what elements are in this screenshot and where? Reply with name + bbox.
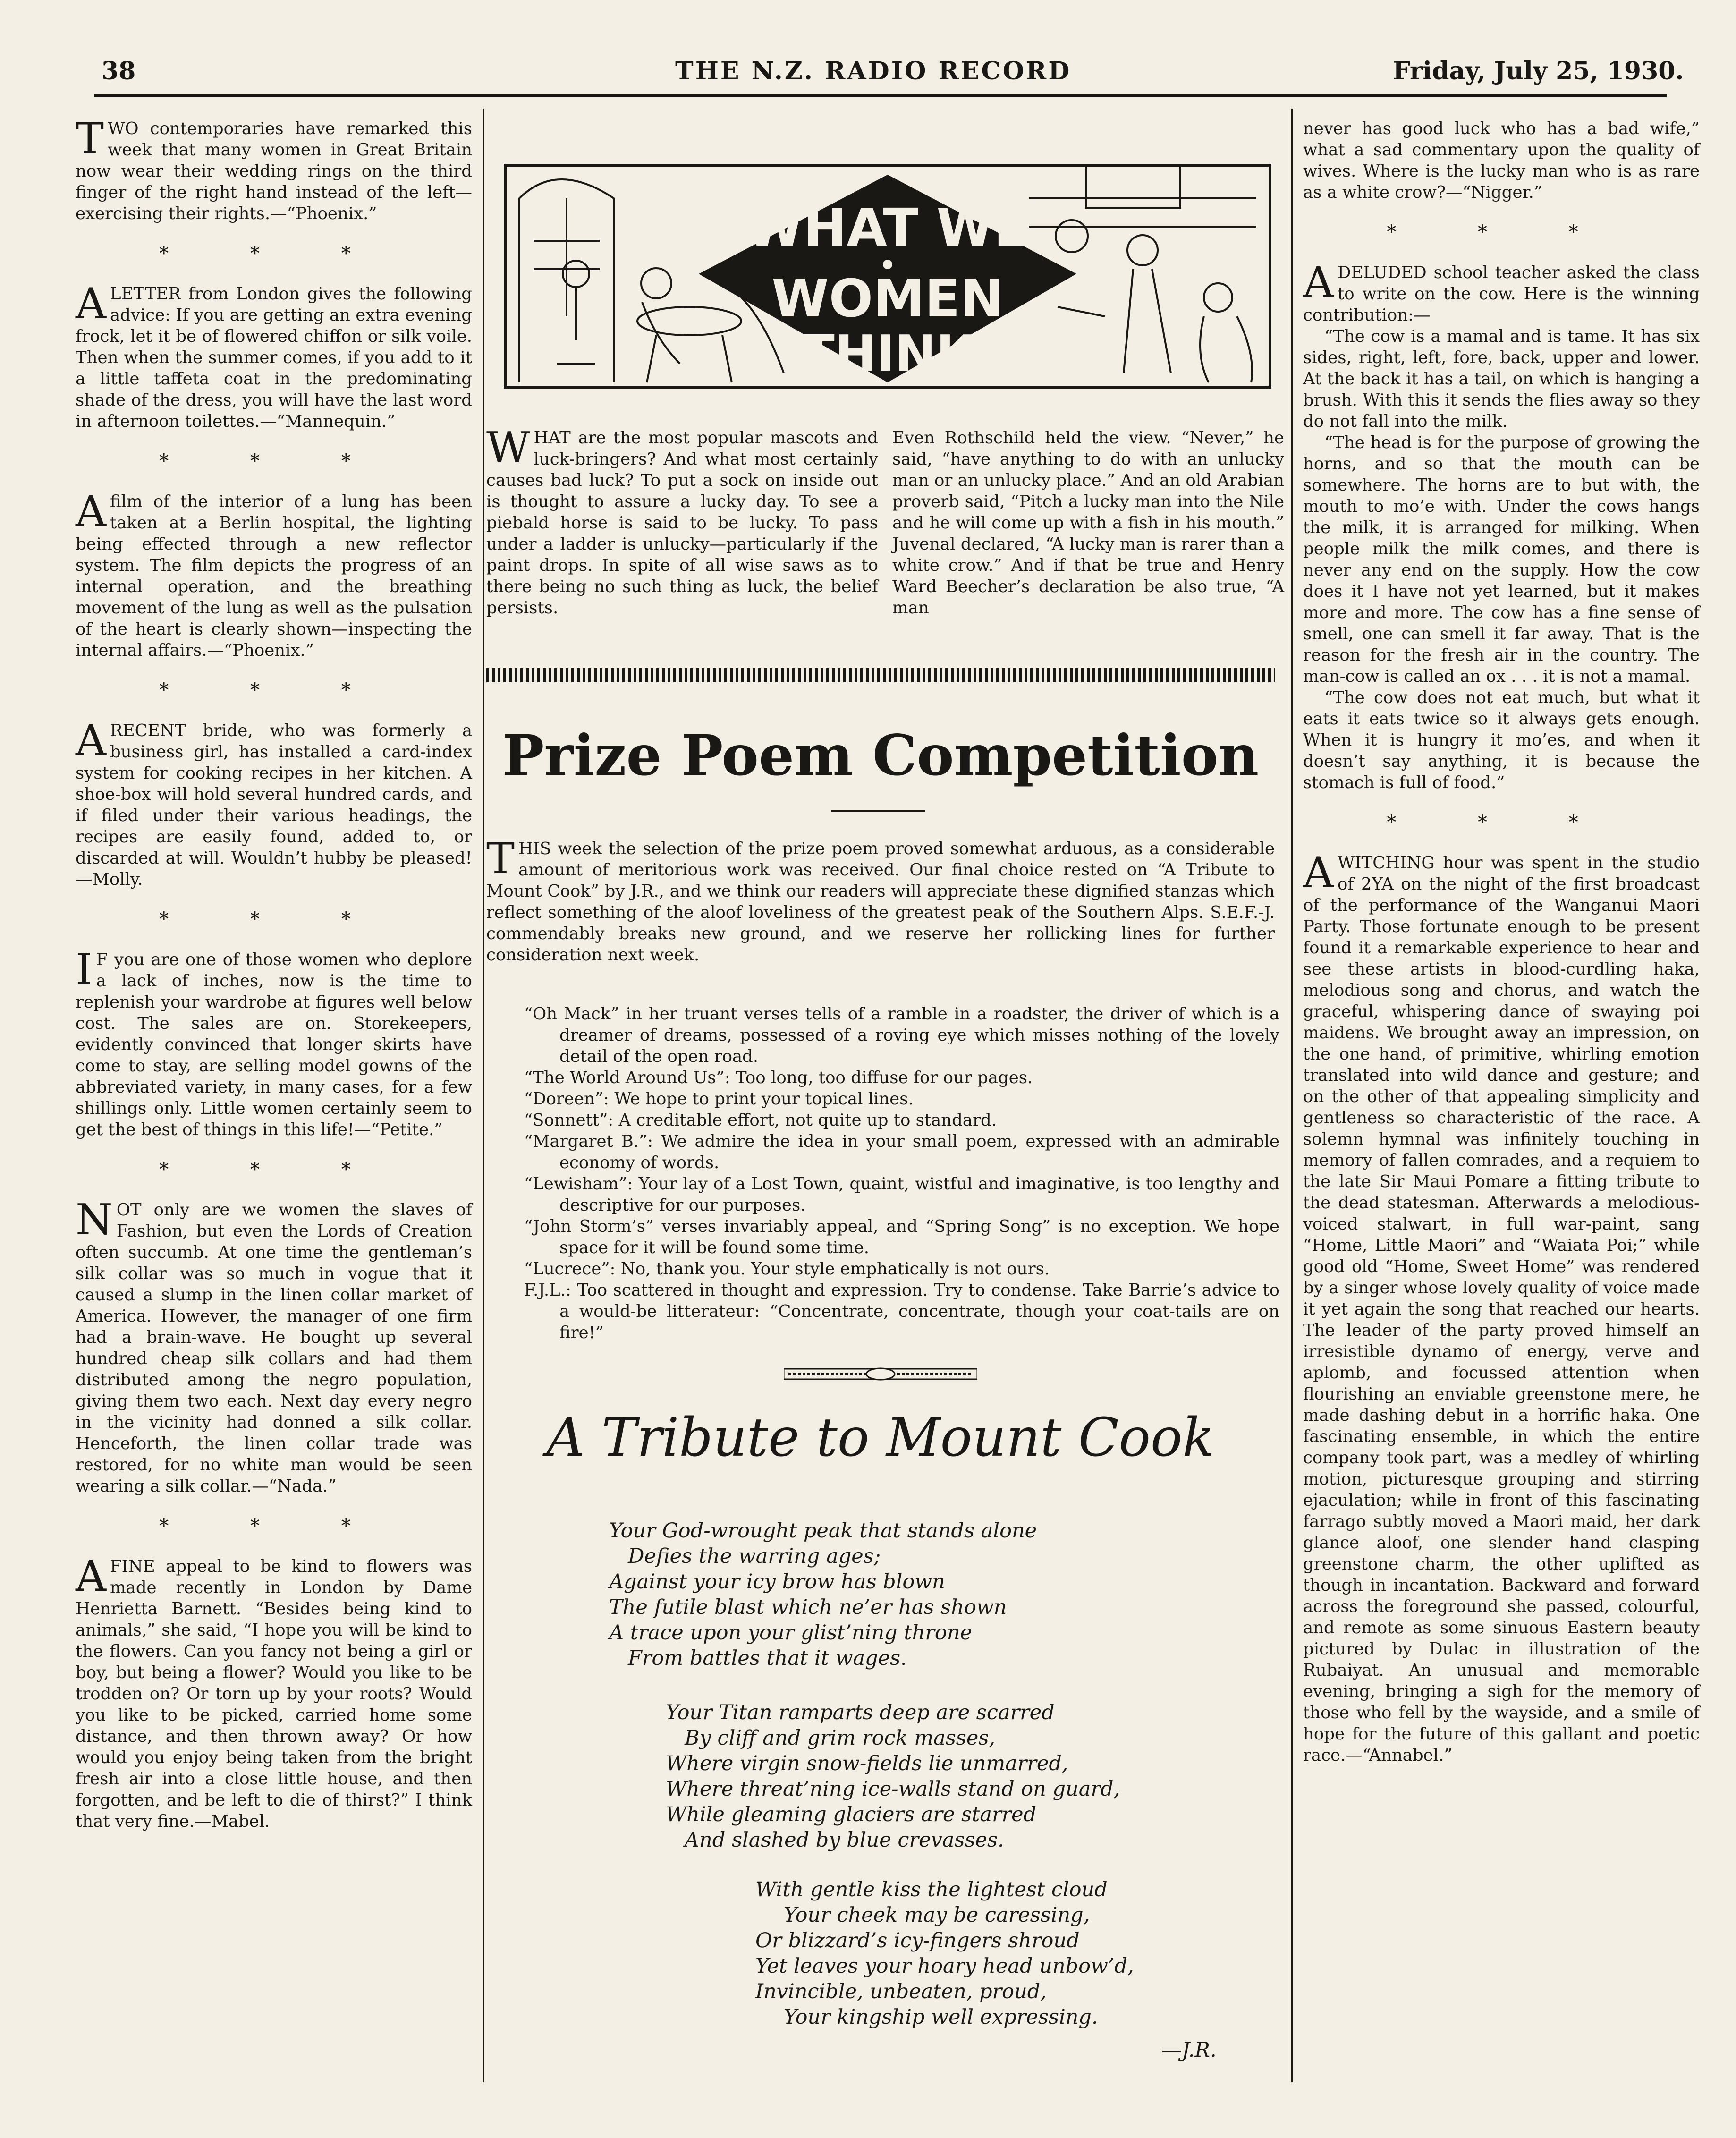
title-underline	[831, 810, 925, 812]
separator: * * *	[159, 450, 389, 472]
left-column	[76, 114, 472, 1832]
competition-title: Prize Poem Competition	[502, 722, 1259, 788]
verdict-item: “Sonnett”: A creditable effort, not quite up to standard.	[524, 1111, 997, 1130]
cow-essay-paragraph: “The cow does not eat much, but what it eats it eats twice so it always gets enough. When it is hungry it mo’es, and when it doesn’t say anything, it is because the stomach is full of food.”	[1303, 688, 1700, 792]
verdict-item: “Lucrece”: No, thank you. Your style emphatically is not ours.	[524, 1259, 1050, 1279]
verdict-item: F.J.L.: Too scattered in thought and expression. Try to condense. Take Barrie’s advice to a would-be litterateur: “Concentrate, concentrate, though your coat-tails are on fire!”	[524, 1281, 1279, 1342]
separator: * * *	[159, 243, 389, 264]
verdict-item: “Margaret B.”: We admire the idea in your small poem, expressed with an admirable economy of words.	[524, 1132, 1279, 1172]
maori-party-item: AWITCHING hour was spent in the studio of 2YA on the night of the first broadcast of the performance of the Wanganui Maori Party. Those fortunate enough to be present found it a remarkable experience to hear and see these artists in blood-curdling haka, melodious song and chorus, and watch the graceful, whispering dance of swaying poi maidens. We brought away an impression, on the one hand, of primitive, whirling emotion translated into wild dance and gesture; and on the other of that appealing simplicity and gentleness so characteristic of the race. A solemn hymnal was infinitely touching in memory of fallen comrades, and a requiem to the late Sir Maui Pomare a fitting tribute to the dead statesman. Afterwards a melodious-voiced stalwart, in full war-paint, sang “Home, Little Maori” and “Waiata Poi;” while good old “Home, Sweet Home” was rendered by a singer whose lovely quality of voice made it yet again the song that reached our hearts. The leader of the party proved himself an irresistible dynamo of energy, verve and aplomb, and focussed attention when flourishing an enviable greenstone mere, he made dashing debut in a horrific haka. One fascinating ensemble, in which the entire company took part, was a medley of whirling motion, picturesque grouping and stirring ejaculation; while in front of this fascinating farrago subtly moved a Maori maid, her dark glance aloof, one slender hand clasping greenstone charm, the other uplifted as though in incantation. Backward and forward across the foreground she passed, colourful, and remote as some sinuous Eastern beauty pictured by Dulac in illustration of the Rubaiyat. An unusual and memorable evening, bringing a sigh for the memory of those who fell by the wayside, and a smile of hope for the future of this gallant and poetic race.—“Annabel.”	[1303, 848, 1700, 1765]
banner-line-1: WHAT WE	[746, 197, 1029, 258]
banner-line-2: WOMEN	[771, 268, 1004, 329]
banner-illustration	[500, 118, 1275, 392]
mascots-column-2: Even Rothschild held the view. “Never,” he said, “have anything to do with an unlucky man or an unlucky place.” And an old Arabian proverb said, “Pitch a lucky man into the Nile and he will come up with a fish in his mouth.” Juvenal declared, “A lucky man is rarer than a white crow.” And if that be true and Henry Ward Beecher’s declaration be also true, “A man	[892, 428, 1284, 618]
separator: * * *	[1387, 812, 1616, 833]
verdict-item: “John Storm’s” verses invariably appeal, and “Spring Song” is no exception. We hope space for it will be found some time.	[524, 1217, 1279, 1257]
cow-essay-paragraph: “The cow is a mamal and is tame. It has six sides, right, left, fore, back, upper and lower. At the back it has a tail, on which is hanging a brush. With this it sends the flies away so they do not fall into the milk.	[1303, 327, 1700, 431]
banner-artwork	[500, 118, 1275, 392]
verdict-item: “Lewisham”: Your lay of a Lost Town, quaint, wistful and imaginative, is too lengthy and descriptive for our purposes.	[524, 1174, 1279, 1215]
verdict-item: “The World Around Us”: Too long, too diffuse for our pages.	[524, 1068, 1033, 1087]
competition-verdicts	[524, 1003, 1279, 1343]
publication-title: THE N.Z. RADIO RECORD	[675, 57, 1072, 85]
verdict-item: “Oh Mack” in her truant verses tells of a ramble in a roadster, the driver of which is a dreamer of dreams, possessed of a roving eye which misses nothing of the lovely detail of the open road.	[524, 1004, 1279, 1066]
ornament	[784, 1367, 977, 1381]
news-item: NOT only are we women the slaves of Fashion, but even the Lords of Creation often succumb. At one time the gentleman’s silk collar was so much in vogue that it caused a slump in the linen collar market of America. However, the manager of one firm had a brain-wave. He bought up several hundred cheap silk collars and had them distributed among the negro population, giving them two each. Next day every negro in the vicinity had donned a silk collar. Henceforth, the linen collar trade was restored, for no white man would be seen wearing a silk collar.—“Nada.”	[76, 1195, 472, 1496]
news-item: TWO contemporaries have remarked this week that many women in Great Britain now wear their wedding rings on the third finger of the right hand instead of the left—exercising their rights.—“Phoenix.”	[76, 114, 472, 223]
news-item: AFINE appeal to be kind to flowers was made recently in London by Dame Henrietta Barnett. “Besides being kind to animals,” she said, “I hope you will be kind to the flowers. Can you fancy not being a girl or boy, but being a flower? Would you like to be trodden on? Or torn up by your roots? Would you like to be picked, carried home some distance, and then thrown away? Or how would you enjoy being taken from the bright fresh air into a close little house, and then forgotten, and be left to die of thirst?” I think that very fine.—Mabel.	[76, 1552, 472, 1831]
competition-intro: THIS week the selection of the prize poem proved somewhat arduous, as a considerable amount of meritorious work was received. Our final choice rested on “A Tribute to Mount Cook” by J.R., and we think our readers will appreciate these dignified stanzas which reflect something of the aloof loveliness of the greatest peak of the Southern Alps. S.E.F.-J. commendably breaks new ground, and we reserve her rollicking lines for further consideration next week.	[486, 834, 1275, 965]
separator: * * *	[159, 1515, 389, 1537]
mascots-column-1: WHAT are the most popular mascots and luck-bringers? And what most certainly causes bad luck? To put a sock on inside out is thought to assure a lucky day. To see a piebald horse is said to be lucky. To pass under a ladder is unlucky—particularly if the paint drops. In spite of all wise saws as to there being no such thing as luck, the belief persists.	[486, 423, 878, 618]
news-item: Afilm of the interior of a lung has been taken at a Berlin hospital, the lighting being effected through a new reflector system. The film depicts the progress of an internal operation, and the breathing movement of the lung as well as the pulsation of the heart is clearly shown—inspecting the internal affairs.—“Phoenix.”	[76, 487, 472, 660]
separator: * * *	[159, 679, 389, 701]
page-number: 38	[102, 57, 136, 85]
separator: * * *	[159, 908, 389, 930]
decorative-bar	[486, 668, 1275, 682]
cow-essay-paragraph: “The head is for the purpose of growing the horns, and so that the mouth can be somewhere. The horns are to but with, the mouth to mo’e with. Under the cows hangs the milk, it is arranged for milking. When people milk the milk comes, and there is never any end on the supply. How the cow does it I have not yet learned, but it makes more and more. The cow has a fine sense of smell, one can smell it far away. That is the reason for the fresh air in the country. The man-cow is called an ox . . . it is not a mamal.	[1303, 433, 1700, 686]
poem-signature: —J.R.	[1161, 2038, 1217, 2062]
column-divider	[1291, 109, 1293, 2082]
verdict-item: “Doreen”: We hope to print your topical lines.	[524, 1089, 914, 1109]
header-rule	[94, 94, 1667, 97]
banner-line-3: THINK	[801, 325, 974, 382]
poem-stanza-3: With gentle kiss the lightest cloud Your cheek may be caressing, Or blizzard’s icy-fingers shroud Yet leaves your hoary head unbow’d, Invincible, unbeaten, proud, Your kingship well expressing.	[755, 1878, 1134, 2029]
cow-essay-intro: ADELUDED school teacher asked the class to write on the cow. Here is the winning contribution:—	[1303, 258, 1700, 325]
poem-title: A Tribute to Mount Cook	[546, 1407, 1215, 1468]
right-column	[1303, 118, 1700, 1766]
column-divider	[483, 109, 484, 2082]
news-item: I F you are one of those women who deplore a lack of inches, now is the time to replenish your wardrobe at figures well below cost. The sales are on. Storekeepers, evidently convinced that longer skirts have come to stay, are selling model gowns of the abbreviated variety, in many cases, for a few shillings only. Little women certainly seem to get the best of things in this life!—“Petite.”	[76, 945, 472, 1139]
separator: * * *	[159, 1159, 389, 1180]
news-item: ALETTER from London gives the following advice: If you are getting an extra evening frock, let it be of flowered chiffon or silk voile. Then when the summer comes, if you add to it a little taffeta coat in the predominating shade of the dress, you will have the last word in afternoon toilettes.—“Mannequin.”	[76, 279, 472, 431]
poem-stanza-2: Your Titan ramparts deep are scarred By cliff and grim rock masses, Where virgin snow-fields lie unmarred, Where threat’ning ice-walls stand on guard, While gleaming glaciers are starred And slashed by blue crevasses.	[666, 1701, 1120, 1852]
mascots-continued: never has good luck who has a bad wife,” what a sad commentary upon the quality of wives. Where is the lucky man who is as rare as a white crow?—“Nigger.”	[1303, 119, 1700, 202]
issue-date: Friday, July 25, 1930.	[1393, 57, 1684, 85]
news-item: ARECENT bride, who was formerly a business girl, has installed a card-index system for cooking recipes in her kitchen. A shoe-box will hold several hundred cards, and if filed under their various headings, the recipes are easily found, added to, or discarded at will. Wouldn’t hubby be pleased!—Molly.	[76, 716, 472, 889]
poem-stanza-1: Your God-wrought peak that stands alone Defies the warring ages; Against your icy brow has blown The futile blast which ne’er has shown A trace upon your glist’ning throne From battles that it wages.	[609, 1519, 1037, 1670]
separator: * * *	[1387, 221, 1616, 243]
